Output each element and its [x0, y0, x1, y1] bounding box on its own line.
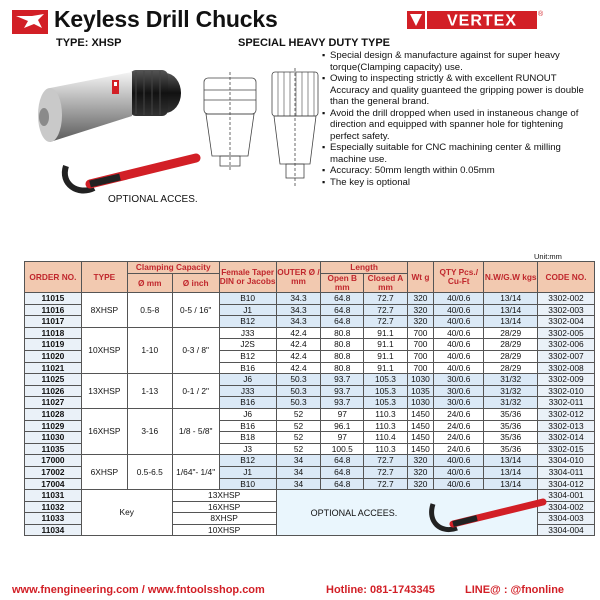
registered-mark: ® — [538, 11, 544, 18]
outer-cell: 42.4 — [276, 327, 321, 339]
feature-item: ▪ Especially suitable for CNC machining center & milling machine use. — [322, 142, 594, 165]
open-cell: 64.8 — [321, 455, 364, 467]
wt-cell: 320 — [407, 304, 433, 316]
code-no-cell: 3302-008 — [537, 362, 594, 374]
order-no-cell: 17002 — [25, 466, 82, 478]
type-cell: 16XHSP — [81, 408, 127, 454]
outer-cell: 52 — [276, 420, 321, 432]
table-row — [25, 327, 595, 339]
clamp-mm-cell: 1-10 — [127, 327, 172, 373]
order-no-cell: 11031 — [25, 490, 82, 502]
open-cell: 93.7 — [321, 397, 364, 409]
order-no-cell: 17000 — [25, 455, 82, 467]
wt-cell: 320 — [407, 455, 433, 467]
table-row — [25, 455, 595, 467]
closed-cell: 110.3 — [364, 420, 408, 432]
type-cell: 10XHSP — [81, 327, 127, 373]
wt-cell: 320 — [407, 478, 433, 490]
closed-cell: 72.7 — [364, 466, 408, 478]
clamp-inch-cell: 0-5 / 16" — [172, 293, 219, 328]
order-no-cell: 11026 — [25, 385, 82, 397]
open-cell: 80.8 — [321, 362, 364, 374]
outer-cell: 52 — [276, 443, 321, 455]
qty-cell: 40/0.6 — [434, 304, 484, 316]
key-label-cell: Key — [81, 490, 172, 536]
closed-cell: 110.4 — [364, 432, 408, 444]
spanner-wrench-photo — [60, 150, 200, 200]
optional-acces-label: OPTIONAL ACCES. — [108, 194, 198, 205]
clamp-inch-cell: 1/64"- 1/4" — [172, 455, 219, 490]
header-clamping: Clamping Capacity — [127, 262, 219, 274]
female-taper-cell: J33 — [219, 385, 276, 397]
wt-cell: 1450 — [407, 408, 433, 420]
open-cell: 80.8 — [321, 327, 364, 339]
header-outer: OUTER Ø / mm — [276, 262, 321, 293]
closed-cell: 91.1 — [364, 339, 408, 351]
type-subtitle: SPECIAL HEAVY DUTY TYPE — [238, 37, 391, 49]
closed-cell: 110.3 — [364, 408, 408, 420]
qty-cell: 40/0.6 — [434, 478, 484, 490]
spec-table — [24, 261, 595, 536]
type-cell: 13XHSP — [81, 374, 127, 409]
type-cell: 8XHSP — [81, 293, 127, 328]
key-optional-label: OPTIONAL ACCEES. — [310, 508, 398, 519]
open-cell: 64.8 — [321, 304, 364, 316]
outer-cell: 42.4 — [276, 350, 321, 362]
closed-cell: 72.7 — [364, 455, 408, 467]
nwgw-cell: 13/14 — [484, 466, 538, 478]
nwgw-cell: 35/36 — [484, 408, 538, 420]
key-fit-cell: 13XHSP — [172, 490, 276, 502]
code-no-cell: 3302-007 — [537, 350, 594, 362]
closed-cell: 105.3 — [364, 385, 408, 397]
qty-cell: 30/0.6 — [434, 385, 484, 397]
order-no-cell: 11034 — [25, 524, 82, 536]
code-no-cell: 3302-010 — [537, 385, 594, 397]
wt-cell: 320 — [407, 316, 433, 328]
nwgw-cell: 31/32 — [484, 374, 538, 386]
header-open: Open B mm — [321, 274, 364, 293]
clamp-inch-cell: 0-1 / 2" — [172, 374, 219, 409]
feature-item: ▪ Special design & manufacture against for super heavy torque(Clamping capacity) use. — [322, 50, 594, 73]
female-taper-cell: B16 — [219, 420, 276, 432]
outer-cell: 50.3 — [276, 397, 321, 409]
spanner-wrench-icon — [427, 492, 547, 536]
header-nwgw: N.W/G.W kgs — [484, 262, 538, 293]
qty-cell: 40/0.6 — [434, 466, 484, 478]
outer-cell: 34 — [276, 466, 321, 478]
female-taper-cell: B10 — [219, 293, 276, 305]
qty-cell: 30/0.6 — [434, 374, 484, 386]
key-fit-cell: 8XHSP — [172, 513, 276, 525]
wt-cell: 1030 — [407, 397, 433, 409]
female-taper-cell: B12 — [219, 316, 276, 328]
clamp-mm-cell: 0.5-6.5 — [127, 455, 172, 490]
qty-cell: 40/0.6 — [434, 293, 484, 305]
qty-cell: 40/0.6 — [434, 327, 484, 339]
unit-label: Unit:mm — [534, 252, 562, 261]
order-no-cell: 11027 — [25, 397, 82, 409]
nwgw-cell: 31/32 — [484, 385, 538, 397]
clamp-mm-cell: 1-13 — [127, 374, 172, 409]
closed-cell: 72.7 — [364, 304, 408, 316]
closed-cell: 91.1 — [364, 350, 408, 362]
wt-cell: 1450 — [407, 420, 433, 432]
code-no-cell: 3302-004 — [537, 316, 594, 328]
open-cell: 97 — [321, 408, 364, 420]
clamp-mm-cell: 0.5-8 — [127, 293, 172, 328]
footer-hotline: Hotline: 081-1743345 — [326, 584, 435, 596]
outer-cell: 50.3 — [276, 374, 321, 386]
table-row — [25, 408, 595, 420]
header-code-no: CODE NO. — [537, 262, 594, 293]
header-type: TYPE — [81, 262, 127, 293]
order-no-cell: 11030 — [25, 432, 82, 444]
outer-cell: 34 — [276, 455, 321, 467]
nwgw-cell: 28/29 — [484, 327, 538, 339]
nwgw-cell: 28/29 — [484, 362, 538, 374]
order-no-cell: 17004 — [25, 478, 82, 490]
page-title: Keyless Drill Chucks — [54, 6, 278, 32]
order-no-cell: 11025 — [25, 374, 82, 386]
female-taper-cell: J3 — [219, 443, 276, 455]
footer-line-id: LINE@ : @fnonline — [465, 584, 565, 596]
wt-cell: 320 — [407, 466, 433, 478]
closed-cell: 105.3 — [364, 374, 408, 386]
female-taper-cell: J33 — [219, 327, 276, 339]
outer-cell: 42.4 — [276, 339, 321, 351]
closed-cell: 105.3 — [364, 397, 408, 409]
clamp-mm-cell: 3-16 — [127, 408, 172, 454]
clamp-inch-cell: 0-3 / 8" — [172, 327, 219, 373]
qty-cell: 24/0.6 — [434, 443, 484, 455]
order-no-cell: 11035 — [25, 443, 82, 455]
header-female-taper: Female Taper DIN or Jacobs — [219, 262, 276, 293]
female-taper-cell: J1 — [219, 466, 276, 478]
header-length: Length — [321, 262, 407, 274]
nwgw-cell: 13/14 — [484, 304, 538, 316]
open-cell: 93.7 — [321, 374, 364, 386]
wt-cell: 1450 — [407, 443, 433, 455]
code-no-cell: 3302-006 — [537, 339, 594, 351]
female-taper-cell: B12 — [219, 350, 276, 362]
closed-cell: 72.7 — [364, 478, 408, 490]
qty-cell: 24/0.6 — [434, 420, 484, 432]
code-no-cell: 3304-003 — [537, 513, 594, 525]
wt-cell: 1035 — [407, 385, 433, 397]
code-no-cell: 3302-009 — [537, 374, 594, 386]
outer-cell: 52 — [276, 432, 321, 444]
female-taper-cell: B16 — [219, 362, 276, 374]
table-row — [25, 374, 595, 386]
outer-cell: 42.4 — [276, 362, 321, 374]
code-no-cell: 3304-004 — [537, 524, 594, 536]
header-clamp-mm: Ø mm — [127, 274, 172, 293]
qty-cell: 40/0.6 — [434, 339, 484, 351]
female-taper-cell: B18 — [219, 432, 276, 444]
code-no-cell: 3302-014 — [537, 432, 594, 444]
company-logo — [12, 10, 48, 34]
female-taper-cell: J1 — [219, 304, 276, 316]
female-taper-cell: J6 — [219, 374, 276, 386]
code-no-cell: 3304-010 — [537, 455, 594, 467]
outer-cell: 50.3 — [276, 385, 321, 397]
front-view-drawing — [268, 68, 322, 188]
vertex-brand-logo — [407, 8, 544, 32]
footer-websites[interactable]: www.fnengineering.com / www.fntoolsshop.com — [12, 584, 265, 596]
qty-cell: 30/0.6 — [434, 397, 484, 409]
feature-item: ▪ Accuracy: 50mm length within 0.05mm — [322, 165, 594, 177]
nwgw-cell: 28/29 — [484, 339, 538, 351]
code-no-cell: 3302-002 — [537, 293, 594, 305]
wt-cell: 1450 — [407, 432, 433, 444]
nwgw-cell: 35/36 — [484, 443, 538, 455]
wt-cell: 700 — [407, 362, 433, 374]
header-closed: Closed A mm — [364, 274, 408, 293]
code-no-cell: 3302-013 — [537, 420, 594, 432]
outer-cell: 34 — [276, 478, 321, 490]
open-cell: 96.1 — [321, 420, 364, 432]
order-no-cell: 11015 — [25, 293, 82, 305]
female-taper-cell: J6 — [219, 408, 276, 420]
open-cell: 100.5 — [321, 443, 364, 455]
female-taper-cell: B10 — [219, 478, 276, 490]
female-taper-cell: B12 — [219, 455, 276, 467]
order-no-cell: 11032 — [25, 501, 82, 513]
key-fit-cell: 16XHSP — [172, 501, 276, 513]
open-cell: 64.8 — [321, 316, 364, 328]
feature-item: ▪ The key is optional — [322, 177, 594, 189]
outer-cell: 34.3 — [276, 316, 321, 328]
header-order-no: ORDER NO. — [25, 262, 82, 293]
code-no-cell: 3302-005 — [537, 327, 594, 339]
female-taper-cell: B16 — [219, 397, 276, 409]
outer-cell: 52 — [276, 408, 321, 420]
order-no-cell: 11021 — [25, 362, 82, 374]
code-no-cell: 3302-015 — [537, 443, 594, 455]
open-cell: 97 — [321, 432, 364, 444]
clamp-inch-cell: 1/8 - 5/8" — [172, 408, 219, 454]
closed-cell: 72.7 — [364, 316, 408, 328]
header-clamp-inch: Ø inch — [172, 274, 219, 293]
nwgw-cell: 13/14 — [484, 316, 538, 328]
feature-item: ▪ Owing to inspecting strictly & with excellent RUNOUT Accuracy and quality guanteed the gripping power is double than the general brand. — [322, 73, 594, 108]
open-cell: 93.7 — [321, 385, 364, 397]
brand-text: VERTEX — [446, 12, 518, 30]
order-no-cell: 11017 — [25, 316, 82, 328]
code-no-cell: 3304-012 — [537, 478, 594, 490]
qty-cell: 24/0.6 — [434, 408, 484, 420]
wt-cell: 700 — [407, 350, 433, 362]
table-row — [25, 293, 595, 305]
feature-list — [322, 50, 594, 188]
optional-acces-cell — [276, 490, 537, 536]
eagle-logo-icon — [12, 10, 48, 34]
nwgw-cell: 35/36 — [484, 432, 538, 444]
nwgw-cell: 13/14 — [484, 478, 538, 490]
feature-item: ▪ Avoid the drill dropped when used in instaneous change of direction and equipped with spanner hole for tightening perfect safety. — [322, 108, 594, 143]
qty-cell: 40/0.6 — [434, 455, 484, 467]
closed-cell: 72.7 — [364, 293, 408, 305]
order-no-cell: 11019 — [25, 339, 82, 351]
closed-cell: 91.1 — [364, 327, 408, 339]
nwgw-cell: 28/29 — [484, 350, 538, 362]
nwgw-cell: 31/32 — [484, 397, 538, 409]
order-no-cell: 11029 — [25, 420, 82, 432]
wt-cell: 700 — [407, 339, 433, 351]
type-cell: 6XHSP — [81, 455, 127, 490]
qty-cell: 24/0.6 — [434, 432, 484, 444]
open-cell: 80.8 — [321, 350, 364, 362]
header-qty: QTY Pcs./ Cu-Ft — [434, 262, 484, 293]
outer-cell: 34.3 — [276, 293, 321, 305]
code-no-cell: 3304-002 — [537, 501, 594, 513]
order-no-cell: 11033 — [25, 513, 82, 525]
code-no-cell: 3304-011 — [537, 466, 594, 478]
nwgw-cell: 35/36 — [484, 420, 538, 432]
type-label: TYPE: XHSP — [56, 37, 122, 49]
closed-cell: 110.3 — [364, 443, 408, 455]
outer-cell: 34.3 — [276, 304, 321, 316]
closed-cell: 91.1 — [364, 362, 408, 374]
nwgw-cell: 13/14 — [484, 455, 538, 467]
wt-cell: 320 — [407, 293, 433, 305]
key-row — [25, 490, 595, 502]
side-view-drawing — [198, 70, 262, 174]
header-wt: Wt g — [407, 262, 433, 293]
qty-cell: 40/0.6 — [434, 316, 484, 328]
open-cell: 80.8 — [321, 339, 364, 351]
order-no-cell: 11016 — [25, 304, 82, 316]
code-no-cell: 3302-012 — [537, 408, 594, 420]
code-no-cell: 3302-011 — [537, 397, 594, 409]
open-cell: 64.8 — [321, 293, 364, 305]
open-cell: 64.8 — [321, 466, 364, 478]
key-fit-cell: 10XHSP — [172, 524, 276, 536]
open-cell: 64.8 — [321, 478, 364, 490]
wt-cell: 700 — [407, 327, 433, 339]
qty-cell: 40/0.6 — [434, 350, 484, 362]
code-no-cell: 3302-003 — [537, 304, 594, 316]
order-no-cell: 11028 — [25, 408, 82, 420]
wt-cell: 1030 — [407, 374, 433, 386]
code-no-cell: 3304-001 — [537, 490, 594, 502]
nwgw-cell: 13/14 — [484, 293, 538, 305]
female-taper-cell: J2S — [219, 339, 276, 351]
order-no-cell: 11018 — [25, 327, 82, 339]
order-no-cell: 11020 — [25, 350, 82, 362]
qty-cell: 40/0.6 — [434, 362, 484, 374]
